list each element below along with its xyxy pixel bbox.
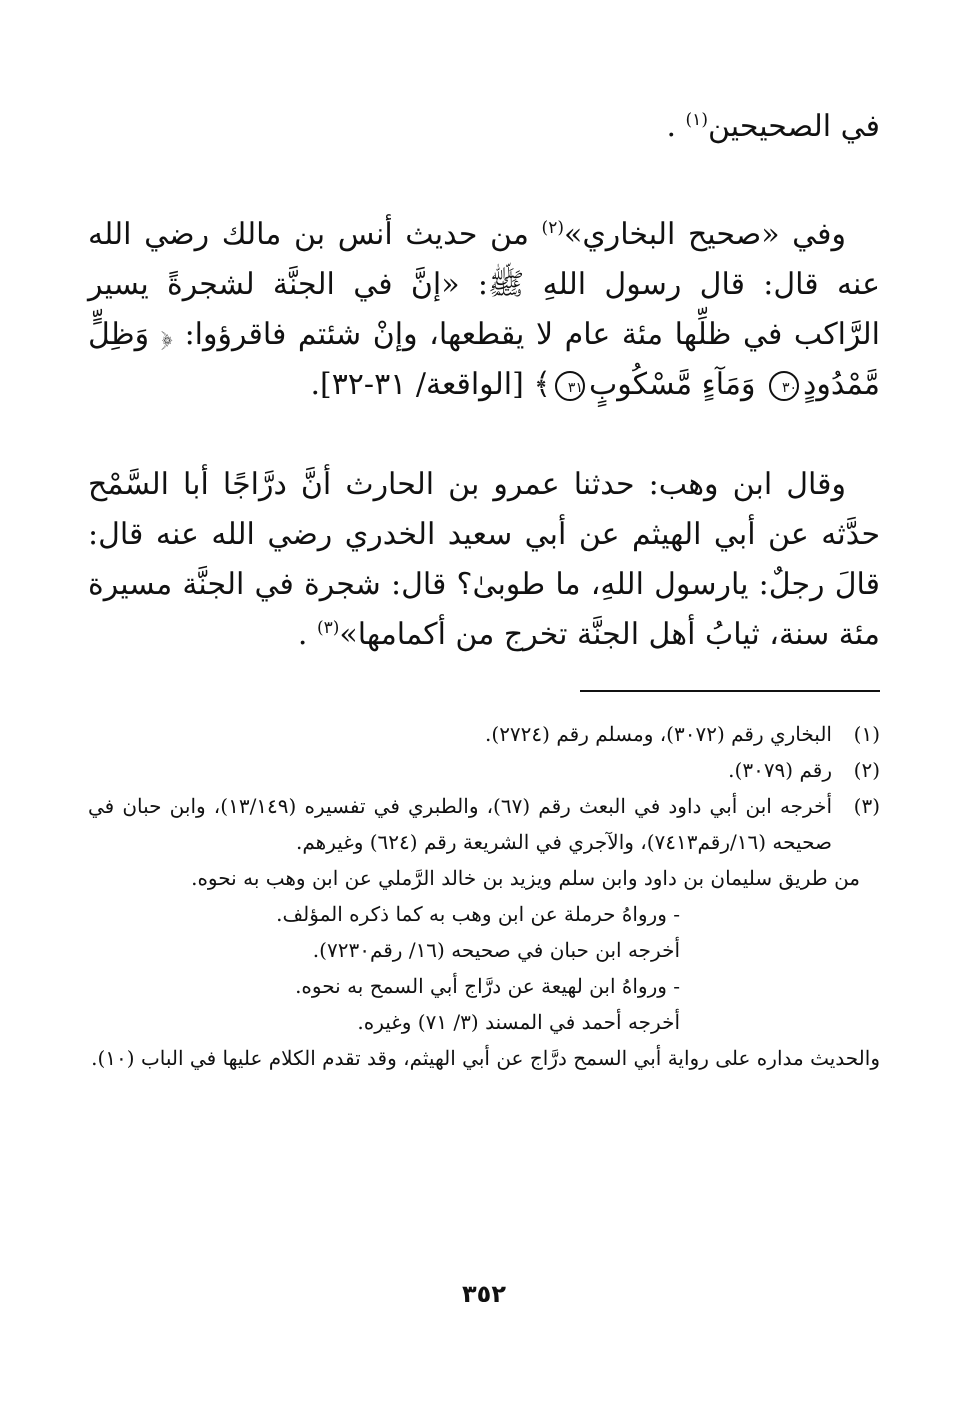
footnote-divider (580, 690, 880, 692)
footnote-3-sub-6: والحديث مداره على رواية أبي السمح درَّاج عن أبي الهيثم، وقد تقدم الكلام عليها في الباب (١٠). (91, 1046, 880, 1070)
footnote-text: البخاري رقم (٣٠٧٢)، ومسلم رقم (٢٧٢٤). (485, 722, 832, 746)
paragraph-1-tail: . (666, 109, 686, 144)
footnote-3-sub-4: - ورواهُ ابن لهيعة عن درَّاج أبي السمح به نحوه. (295, 974, 680, 998)
footnote-number: (٢) (853, 758, 880, 782)
footnote-ref-3: (٣) (316, 618, 340, 638)
paragraph-3-text: وقال ابن وهب: حدثنا عمرو بن الحارث أنَّ درَّاجًا أبا السَّمْح حدَّثه عن أبي الهيثم عن أبي سعيد الخدري رضي الله عنه قال: قالَ رجلٌ: يارسول اللهِ، ما طوبىٰ؟ قال: شجرة في الجنَّة مسيرة مئة سنة، ثيابُ أهل الجنَّة تخرج من أكمامها» (88, 467, 880, 652)
ayah-number-marker: ٣٠ (769, 371, 799, 401)
footnote-number: (٣) (853, 794, 880, 818)
footnote-ref-2: (٢) (541, 218, 564, 238)
paragraph-3-tail: . (297, 617, 317, 652)
footnotes (88, 716, 880, 1076)
footnote-3-main: أخرجه ابن أبي داود في البعث رقم (٦٧)، والطبري في تفسيره (١٣/١٤٩)، وابن حبان في صحيحه (١٦/رقم٧٤١٣)، والآجري في الشريعة رقم (٦٢٤) وغيرهم. (88, 794, 833, 854)
footnote-3 (88, 788, 880, 860)
footnote-3-sub-2: - ورواهُ حرملة عن ابن وهب به كما ذكره المؤلف. (276, 902, 680, 926)
paragraph-3 (88, 460, 880, 660)
quran-verse: وَمَآءٍ مَّسْكُوبٍ (588, 367, 765, 402)
paragraph-2-text-a: وفي «صحيح البخاري» (563, 217, 847, 252)
paragraph-2 (88, 210, 880, 410)
paragraph-1-text: في الصحيحين (707, 109, 880, 144)
footnote-text (88, 788, 832, 860)
page-number: ٣٥٢ (462, 1280, 506, 1308)
footnote-2 (88, 752, 880, 788)
ayah-number-marker: ٣١ (555, 371, 585, 401)
paragraph-2-text-c: ﴾ [الواقعة/ ٣١-٣٢]. (310, 367, 551, 402)
book-page (88, 0, 880, 1413)
footnote-3-sub-1: من طريق سليمان بن داود وابن سلم ويزيد بن خالد الرَّملي عن ابن وهب به نحوه. (191, 866, 860, 890)
footnote-text: رقم (٣٠٧٩). (728, 758, 832, 782)
paragraph-2-text-b: من حديث أنس بن مالك رضي الله عنه قال: قال رسول اللهِ ﷺ: «إنَّ في الجنَّة لشجرةً يسير الرَّاكب في ظلِّها مئة عام لا يقطعها، وإنْ شئتم فاقرؤوا: ﴿ وَظِلٍّ مَّمْدُودٍ (88, 217, 880, 402)
footnote-3-sub-5: أخرجه أحمد في المسند (٣/ ٧١) وغيره. (357, 1010, 680, 1034)
footnote-1 (88, 716, 880, 752)
footnote-number: (١) (853, 722, 880, 746)
footnote-ref-1: (١) (685, 110, 708, 130)
footnote-3-sub-3: أخرجه ابن حبان في صحيحه (١٦/ رقم٧٢٣٠). (312, 938, 680, 962)
paragraph-1 (88, 102, 880, 152)
